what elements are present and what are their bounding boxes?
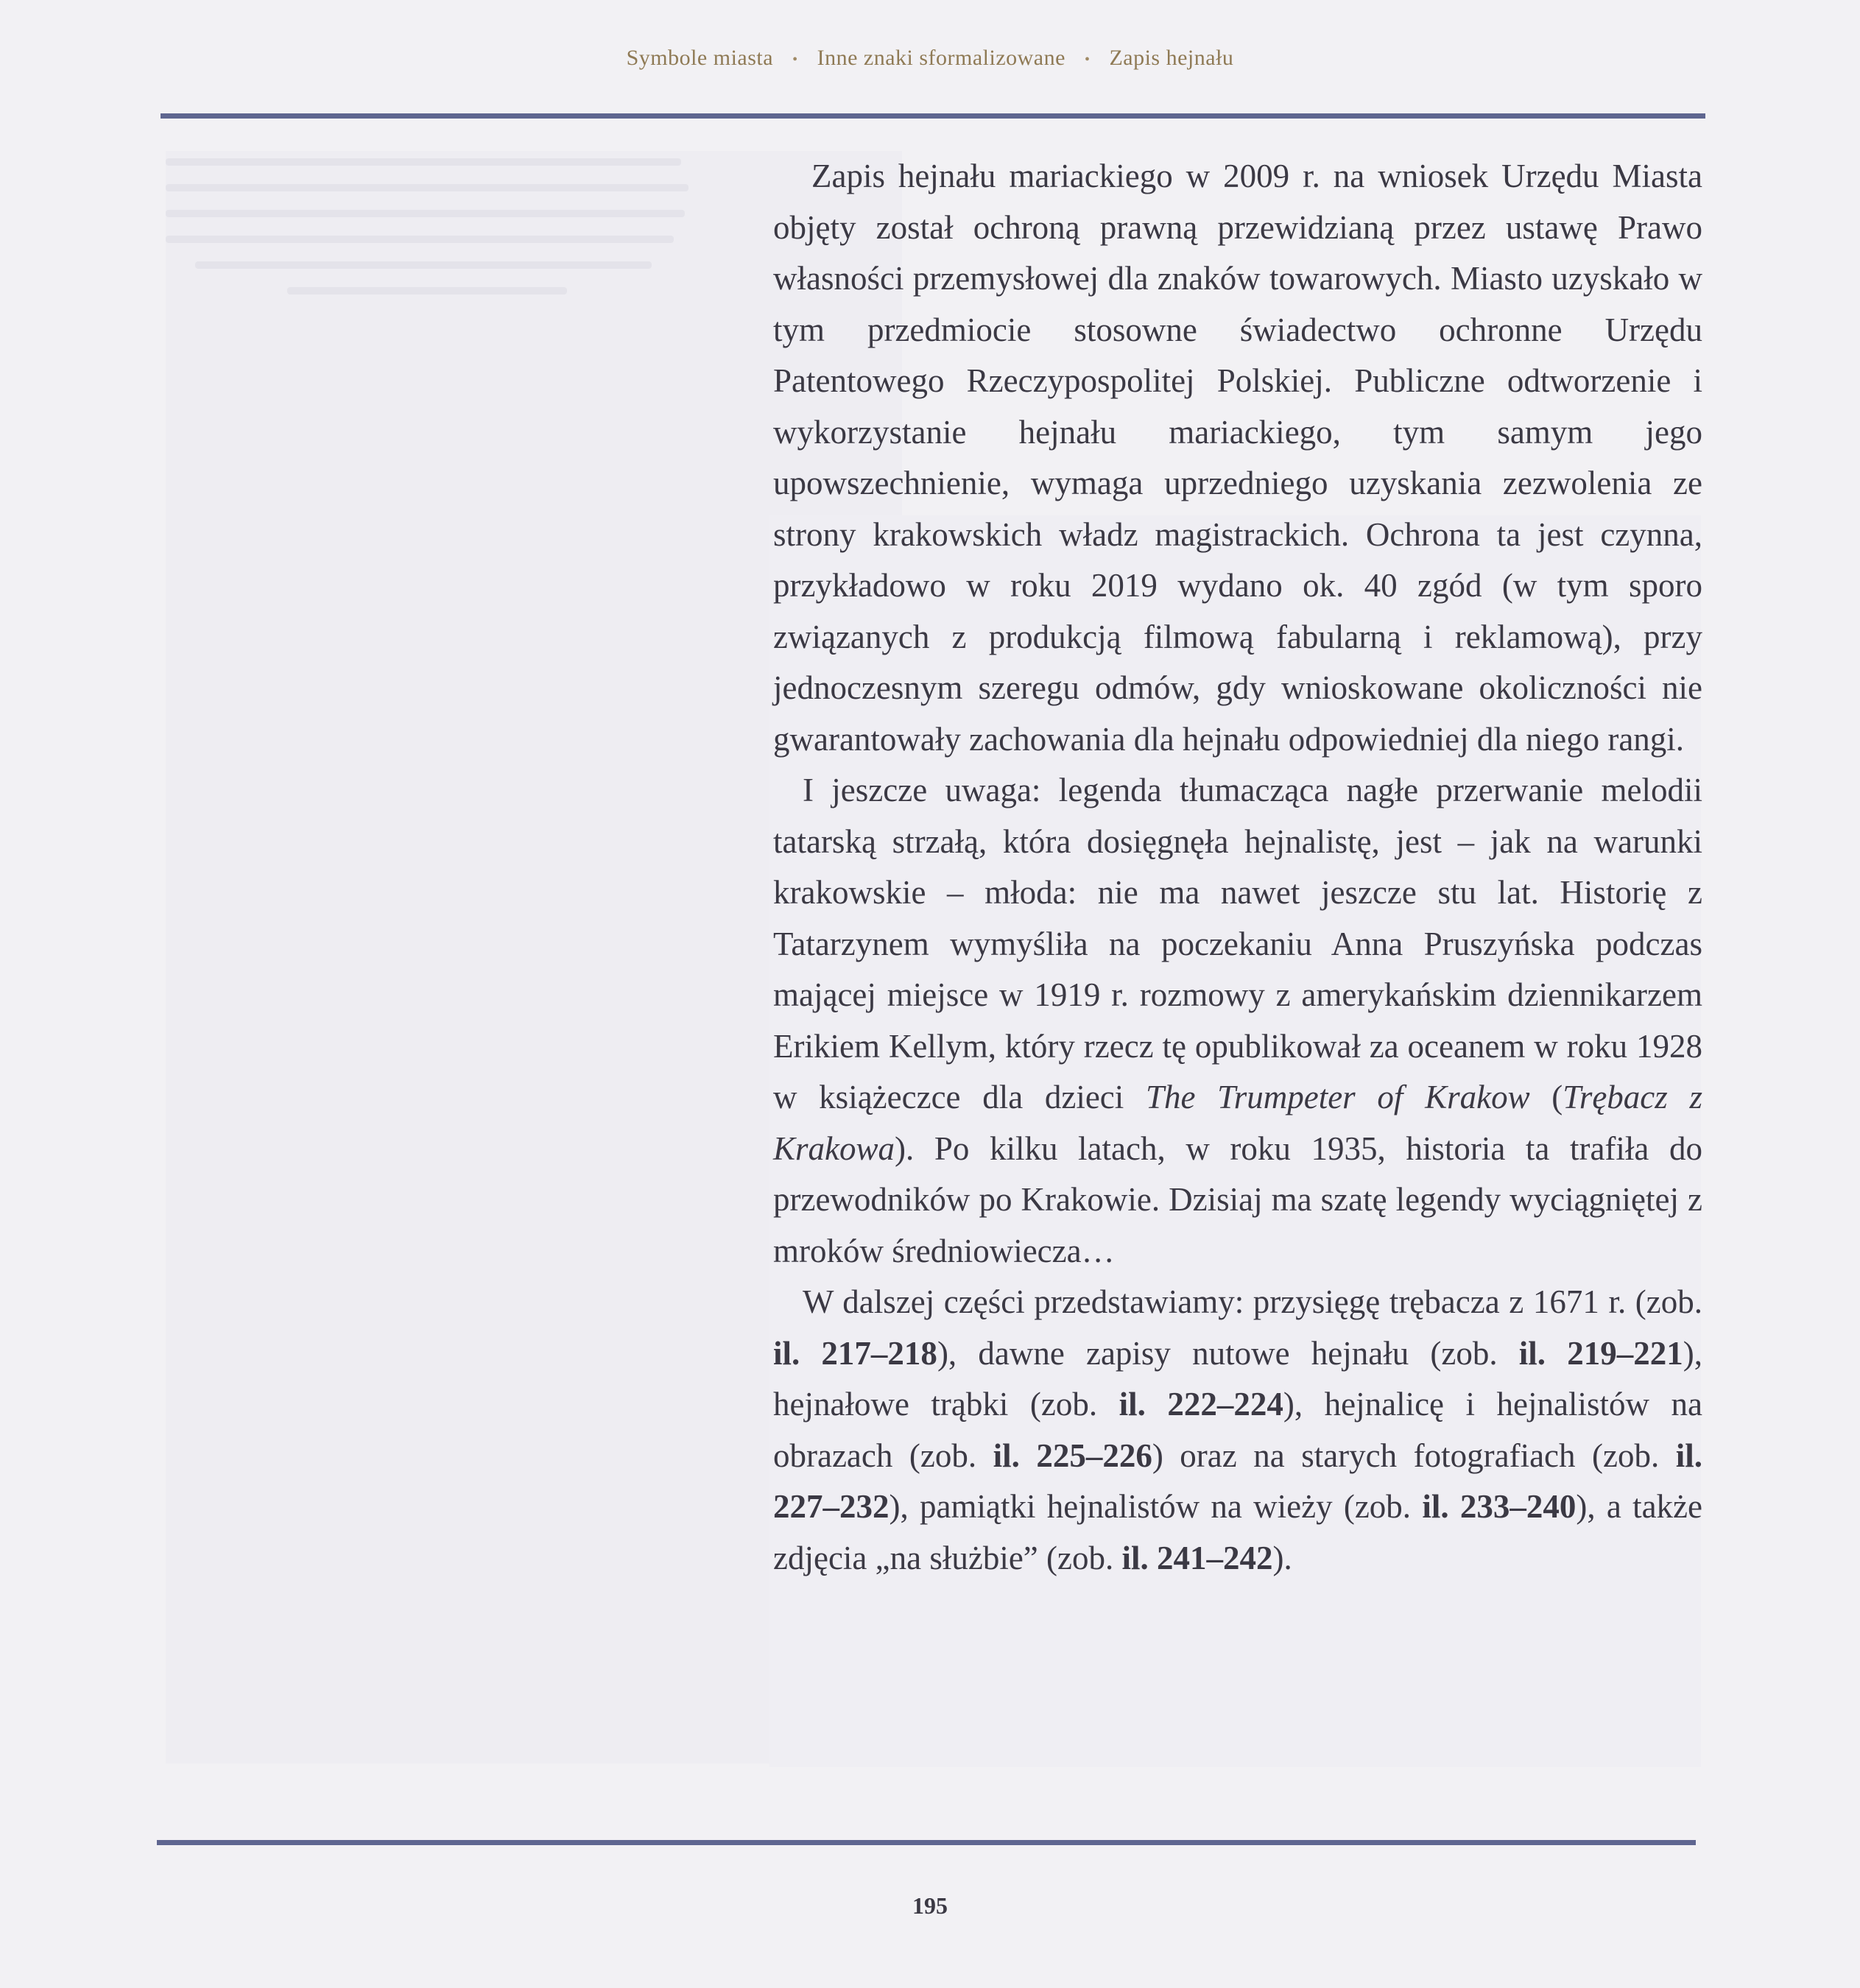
illustration-ref: il. 233–240 xyxy=(1422,1488,1577,1525)
page-number: 195 xyxy=(912,1892,948,1919)
book-title: The Trumpeter of Krakow xyxy=(1145,1079,1530,1115)
header-topic: Zapis hejnału xyxy=(1109,46,1234,70)
illustration-ref: il. 217–218 xyxy=(773,1334,937,1372)
main-text xyxy=(773,151,1702,1584)
header-separator: • xyxy=(792,51,798,68)
contents-text: W dalszej części przedstawiamy: przysięgę trębacza z 1671 r. (zob. xyxy=(803,1283,1702,1320)
contents-text: ) oraz na starych fotografiach (zob. xyxy=(1152,1437,1676,1474)
paragraph-legend xyxy=(773,765,1702,1277)
contents-text: ). xyxy=(1272,1539,1292,1576)
header-separator: • xyxy=(1084,51,1091,68)
illustration-ref: il. 225–226 xyxy=(993,1437,1152,1474)
contents-text: ), hejnałowe trąbki (zob. xyxy=(773,1334,1702,1423)
show-through-lines xyxy=(166,158,696,313)
contents-text: ), hejnalicę i hejnalistów na obrazach (zob. xyxy=(773,1386,1702,1474)
contents-text: ), pamiątki hejnalistów na wieży (zob. xyxy=(889,1488,1423,1525)
paragraph-legend-paren: ( xyxy=(1529,1079,1563,1115)
contents-text: ), dawne zapisy nutowe hejnału (zob. xyxy=(937,1334,1519,1372)
illustration-ref: il. 219–221 xyxy=(1518,1334,1683,1372)
paragraph-legend-ending: ). Po kilku latach, w roku 1935, historia ta trafiła do przewodników po Krakowie. Dzisiaj ma szatę legendy wyciągniętej z mroków średniowiecza… xyxy=(773,1129,1702,1269)
book-title-polish: Trębacz z Krakowa xyxy=(773,1079,1702,1167)
paragraph-protection: Zapis hejnału mariackiego w 2009 r. na wniosek Urzędu Miasta objęty został ochroną prawną przewidzianą przez ustawę Prawo własności przemysłowej dla znaków towarowych. Miasto uzyskało w tym przedmiocie stosowne świadectwo ochronne Urzędu Patentowego Rzeczypospolitej Polskiej. Publiczne odtworzenie i wykorzystanie hejnału mariackiego, tym samym jego upowszechnienie, wymaga uprzedniego uzyskania zezwolenia ze strony krakowskich władz magistrackich. Ochrona ta jest czynna, przykładowo w roku 2019 wydano ok. 40 zgód (w tym sporo związanych z produkcją filmową fabularną i reklamową), przy jednoczesnym szeregu odmów, gdy wnioskowane okoliczności nie gwarantowały zachowania dla hejnału odpowiedniej dla niego rangi. xyxy=(773,158,1702,758)
illustration-ref: il. 222–224 xyxy=(1119,1386,1283,1423)
bottom-rule xyxy=(157,1840,1696,1845)
illustration-ref: il. 227–232 xyxy=(773,1437,1702,1525)
paragraph-legend-text: I jeszcze uwaga: legenda tłumacząca nagłe przerwanie melodii tatarską strzałą, która dosięgnęła hejnalistę, jest – jak na warunki krakowskie – młoda: nie ma nawet jeszcze stu lat. Historię z Tatarzynem wymyśliła na poczekaniu Anna Pruszyńska podczas mającej miejsce w 1919 r. rozmowy z amerykańskim dziennikarzem Erikiem Kellym, który rzecz tę opublikował za oceanem w roku 1928 w książeczce dla dzieci xyxy=(773,772,1702,1115)
header-section: Symbole miasta xyxy=(626,46,774,70)
running-header xyxy=(0,46,1860,71)
illustration-ref: il. 241–242 xyxy=(1121,1539,1273,1576)
paragraph-contents xyxy=(773,1277,1702,1584)
top-rule xyxy=(161,113,1705,119)
contents-text: ), a także zdjęcia „na służbie” (zob. xyxy=(773,1488,1702,1576)
header-subsection: Inne znaki sformalizowane xyxy=(817,46,1065,70)
